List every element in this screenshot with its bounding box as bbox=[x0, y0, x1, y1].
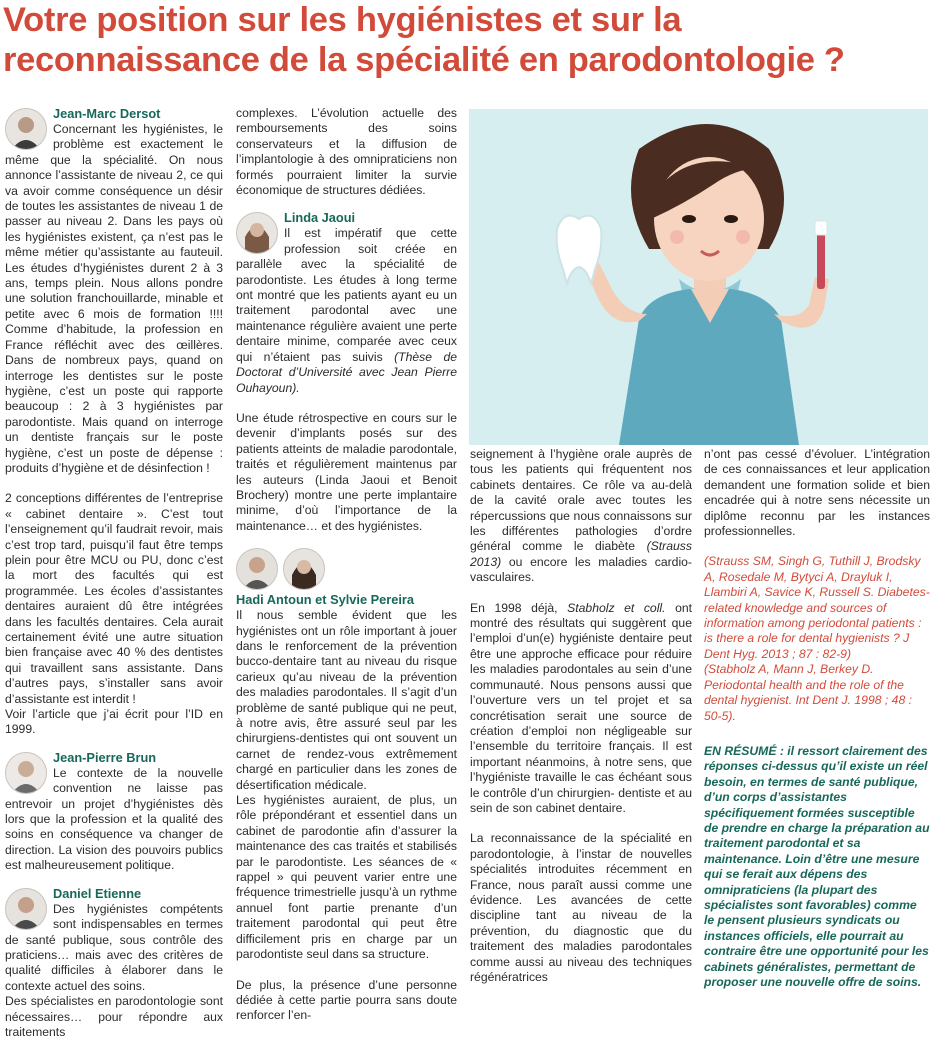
column-2 bbox=[236, 106, 457, 1024]
answer-text: Il est impératif que cette profession soit créée en parallèle avec la spécialité de parodontiste. Les études à long terme ont montré que les patients ayant eu un traitement parodontal avec une maintenance régulière avaient une perte dentaire minime, comparée avec ceux qui n’étaient pas suivis (Thèse de Doctorat d’Université avec Jean Pierre Ouhayoun). bbox=[236, 226, 458, 395]
speaker-name: Hadi Antoun et Sylvie Pereira bbox=[236, 592, 415, 608]
speaker-name: Jean-Pierre Brun bbox=[53, 749, 157, 765]
speaker-name: Linda Jaoui bbox=[284, 210, 356, 226]
summary-box: EN RÉSUMÉ : il ressort clairement des réponses ci-dessus qu’il existe un réel besoin, en termes de santé publique, d’un corps d’assistantes spécifiquement formées susceptible de prendre en charge la préparation au traitement parodontal et sa maintenance. Loin d’être une mesure qui se ferait aux dépens des omnipraticiens (la plupart des spécialistes sont favorables) comme le pensent plusieurs syndicats ou instances officiels, elle pourrait au contraire être une opportunité pour les cabinets généralistes, permettant de proposer une nouvelle offre de soins. bbox=[704, 743, 930, 989]
hygienist-figure-icon bbox=[469, 109, 928, 445]
column-1 bbox=[5, 106, 223, 1040]
avatar-jean-marc-dersot-icon bbox=[5, 108, 47, 150]
avatar-daniel-etienne-icon bbox=[5, 888, 47, 930]
article-title: Votre position sur les hygiénistes et sur la reconnaissance de la spécialité en parodontologie ? bbox=[3, 1, 845, 79]
reference-stabholz: (Stabholz A, Mann J, Berkey D. Periodontal health and the role of the dental hygienist. Int Dent J. 1998 ; 48 : 50-5). bbox=[704, 662, 912, 723]
answer-text: 2 conceptions différentes de l’entreprise « cabinet dentaire ». C’est tout l’enseignement qu’il faudrait revoir, mais c’est trop tard, puisqu’il faut être temps plein pour être MCU ou PU, donc c’est la mort des facultés qui est programmée. Les écoles d’assistantes dentaires auraient dû être intégrées dans les facultés dentaires. Cela aurait certainement évité une autre situation bien française avec 40 % des dentistes qui travaillent sans assistante. Dans d’autres pays, s’installer sans avoir d’assistante est interdit ! bbox=[5, 491, 223, 706]
avatar-jean-pierre-brun-icon bbox=[5, 752, 47, 794]
answer-text: Des spécialistes en parodontologie sont nécessaires… pour répondre aux traitements bbox=[5, 994, 223, 1039]
answer-linda-jaoui bbox=[236, 210, 457, 534]
speaker-name: Jean-Marc Dersot bbox=[53, 106, 161, 121]
answer-text: De plus, la présence d’une personne dédiée à cette partie pourra sans doute renforcer l’en- bbox=[236, 977, 457, 1023]
answer-text: La reconnaissance de la spécialité en parodontologie, à l’instar de nouvelles spécialités introduites récemment en France, nous paraît aussi comme une évidence. Les avancées de cette discipline tant au niveau de la prévention, du diagnostic que du traitement des maladies parodontales comme aussi au niveau des techniques régénératrices bbox=[470, 831, 692, 984]
answer-text: Il nous semble évident que les hygiénistes ont un rôle important à jouer dans le renforcement de la prévention bucco-dentaire tant au niveau du risque carieux qu’au niveau de la prévention des maladies parodontales. Il s’agit d’un problème de santé publique qui ne peut, à notre avis, être assuré seul par les chirurgiens-dentistes qui ont souvent un carnet de rendez-vous extrêmement chargé en particulier dans les zones de désertification médicale. bbox=[236, 608, 457, 792]
answer-text: Les hygiénistes auraient, de plus, un rôle prépondérant et essentiel dans un cabinet de parodontie afin d’assurer la maintenance des cas traités et stabilisés par le parodontiste. Les séances de « rappel » qui peuvent varier entre une fréquence trimestrielle jusqu’à un rythme annuel font partie prenante d’un traitement parodontal qui peut être difficilement pris en charge par un parodontiste seul dans sa structure. bbox=[236, 793, 457, 962]
answer-text: Concernant les hygiénistes, le problème est exactement le même que la spécialité. On nous annonce l’assistante de niveau 2, ce qui va avoir comme conséquence un désir de toutes les assistantes de niveau 1 de passer au niveau 2. Dans les pays où les hygiénistes existent, ça n’est pas le même métier qu’assistante au fauteuil. Les études d’hygiénistes durent 2 à 3 ans, temps plein. Nous allons pondre une solution franchouillarde, minable et petite avec 6 mois de formation !!!! Comme d’habitude, la profession en France réfléchit avec des œillères. Dans de nombreux pays, quand on interroge les dentistes sur le poste hygiène, c’est un poste qui rapporte beaucoup : 2 à 3 hygiénistes par parodontiste. Mais quand on interroge un dentiste français sur le poste hygiène, c’est un poste de dépense : produits d’hygiène et de désinfection ! bbox=[5, 122, 223, 475]
avatar-hadi-antoun-icon bbox=[236, 548, 278, 590]
answer-daniel-etienne bbox=[5, 886, 223, 1040]
answer-text: n’ont pas cessé d’évoluer. L’intégration de ces connaissances et leur application demandent une formation solide et bien encadrée qui à notre sens nécessite un diplôme reconnu par les instances professionnelles. bbox=[704, 447, 930, 539]
strauss-reference: (Strauss 2013) bbox=[470, 539, 692, 569]
answer-jean-pierre-brun bbox=[5, 750, 223, 874]
answer-antoun-pereira bbox=[236, 592, 457, 1024]
avatar-sylvie-pereira-icon bbox=[283, 548, 325, 590]
avatars-antoun-pereira bbox=[236, 546, 457, 592]
answer-text: Une étude rétrospective en cours sur le devenir d’implants posés sur des patients atteints de maladie parodontale, traités et régulièrement maintenus par les auteurs (Linda Jaoui et Benoit Brochery) montre une perte implantaire minime, d’où l’importance de la maintenance… et des hygiénistes. bbox=[236, 410, 457, 533]
answer-text: Des hygiénistes compétents sont indispensables en termes de santé publique, sous contrôle des praticiens… mais avec des critères de qualité difficiles à élaborer dans le contexte actuel des soins. bbox=[5, 901, 223, 993]
answer-text: Voir l’article que j’ai écrit pour l’ID en 1999. bbox=[5, 707, 223, 737]
hygienist-illustration bbox=[469, 109, 928, 445]
answer-text: complexes. L’évolution actuelle des remboursements des soins conservateurs et la diffusion de l’implantologie à des omnipraticiens non formés pourraient limiter la survie économique de structures dédiées. bbox=[236, 106, 457, 198]
speaker-name: Daniel Etienne bbox=[53, 885, 142, 901]
column-4 bbox=[704, 447, 930, 990]
thesis-reference: (Thèse de Doctorat d’Université avec Jean Pierre Ouhayoun). bbox=[236, 349, 458, 395]
answer-text: seignement à l’hygiène orale auprès de tous les patients qui fréquentent nos cabinets dentaires. Ce rôle va au-delà de la cavité orale avec toutes les répercussions que nous connaissons sur les différentes pathologies d’ordre général comme le diabète (Strauss 2013) ou encore les maladies cardio-vasculaires. bbox=[470, 447, 692, 585]
column-3 bbox=[470, 447, 692, 985]
answer-text: Le contexte de la nouvelle convention ne laisse pas entrevoir un projet d’hygiénistes dès lors que la profession et la qualité des soins en conséquence va changer de direction. La vision des pouvoirs publics est malheureusement politique. bbox=[5, 765, 223, 873]
answer-jean-marc-dersot bbox=[5, 106, 223, 738]
answer-text: En 1998 déjà, Stabholz et coll. ont montré des résultats qui suggèrent que l’emploi d’un(e) hygiéniste dentaire peut être une approche efficace pour réduire les maladies parodontales au sein d’une communauté. Nous pensons aussi que l’ouverture vers un tel projet et sa concrétisation serait une source de création d’emploi non négligeable sur l’ensemble du territoire français. Il est important néanmoins, à notre sens, que l’hygiéniste travaille le cas échéant sous le contrôle d’un chirurgien- dentiste et au sein de son cabinet dentaire. bbox=[470, 600, 693, 815]
reference-strauss: (Strauss SM, Singh G, Tuthill J, Brodsky A, Rosedale M, Bytyci A, Drayluk I, Llambiri A, Savice K, Russell S. Diabetes-related knowledge and sources of information among periodontal patients : is there a role for dental hygienists ? J Dent Hyg. 2013 ; 87 : 82-9) bbox=[704, 554, 930, 661]
